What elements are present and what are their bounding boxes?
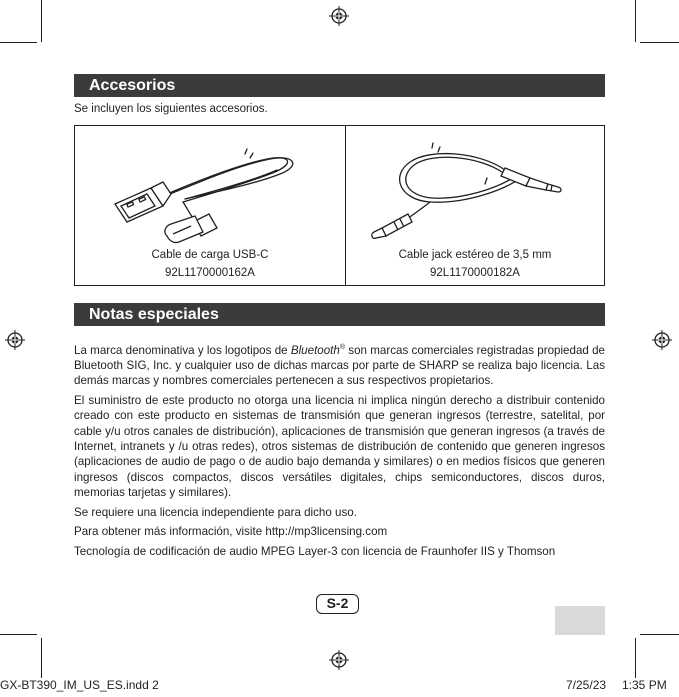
- registration-mark-icon: [329, 6, 349, 26]
- footer-date: 7/25/23: [566, 678, 607, 692]
- accessory-code: 92L1170000182A: [430, 267, 520, 279]
- section-heading-notas-especiales: Notas especiales: [74, 303, 605, 326]
- audio-jack-cable-icon: [370, 140, 570, 245]
- crop-mark: [0, 42, 37, 43]
- registration-mark-icon: [5, 330, 25, 350]
- accessory-name: Cable de carga USB-C: [151, 249, 269, 261]
- crop-mark: [640, 634, 679, 635]
- registration-mark-icon: [329, 650, 349, 670]
- accessory-cell-usb-c: [75, 126, 345, 285]
- accessory-name: Cable jack estéreo de 3,5 mm: [398, 249, 552, 261]
- section-heading-accesorios: Accesorios: [74, 74, 605, 97]
- paragraph-text: son marcas comerciales registradas propiedad de Bluetooth SIG, Inc. y cualquier uso de dichas marcas por parte de SHARP se realiza bajo licencia. Las demás marcas y nombres comerciales pertenecen a sus respectivos propietarios.: [74, 343, 605, 388]
- crop-mark: [0, 634, 37, 635]
- bluetooth-brand: Bluetooth: [290, 343, 340, 357]
- registered-symbol: ®: [339, 344, 346, 351]
- crop-mark: [635, 0, 636, 42]
- crop-mark: [640, 42, 679, 43]
- accessory-code: 92L1170000162A: [165, 267, 255, 279]
- notes-paragraph: Para obtener más información, visite http://mp3licensing.com: [74, 525, 388, 539]
- notes-paragraph: Se requiere una licencia independiente para dicho uso.: [74, 505, 357, 519]
- registration-mark-icon: [652, 330, 672, 350]
- notes-body: [74, 340, 605, 564]
- paragraph-text: La marca denominativa y los logotipos de: [74, 343, 291, 357]
- accessory-cell-audio-jack: [346, 126, 604, 285]
- notes-paragraph: Tecnología de codificación de audio MPEG Layer-3 con licencia de Fraunhofer IIS y Thomson: [74, 544, 556, 558]
- page-number: S-2: [316, 594, 359, 614]
- footer-file: GX-BT390_IM_US_ES.indd 2: [0, 678, 159, 692]
- crop-mark: [41, 638, 42, 678]
- notes-paragraph: [74, 340, 605, 389]
- footer-time: 1:35 PM: [622, 678, 667, 692]
- accessories-intro: Se incluyen los siguientes accesorios.: [74, 103, 268, 115]
- usb-c-cable-icon: [105, 144, 305, 244]
- accessories-table: [74, 125, 605, 286]
- crop-mark: [41, 0, 42, 42]
- notes-paragraph: El suministro de este producto no otorga una licencia ni implica ningún derecho a distribuir contenido creado con este producto en sistemas de transmisión que generan ingresos (terrestre, satelital, por cable y/u otros canales de distribución), aplicaciones de transmisión que generan ingresos (a través de Internet, intranets y /u otras redes), otros sistemas de distribución de contenido que generen ingresos (aplicaciones de audio de pago o de audio bajo demanda y similares) o en medios físicos que generen ingresos (discos compactos, discos versátiles digitales, chips semiconductores, discos duros, memorias tarjetas y similares).: [74, 394, 605, 499]
- crop-mark: [635, 638, 636, 678]
- thumb-tab: [555, 606, 605, 635]
